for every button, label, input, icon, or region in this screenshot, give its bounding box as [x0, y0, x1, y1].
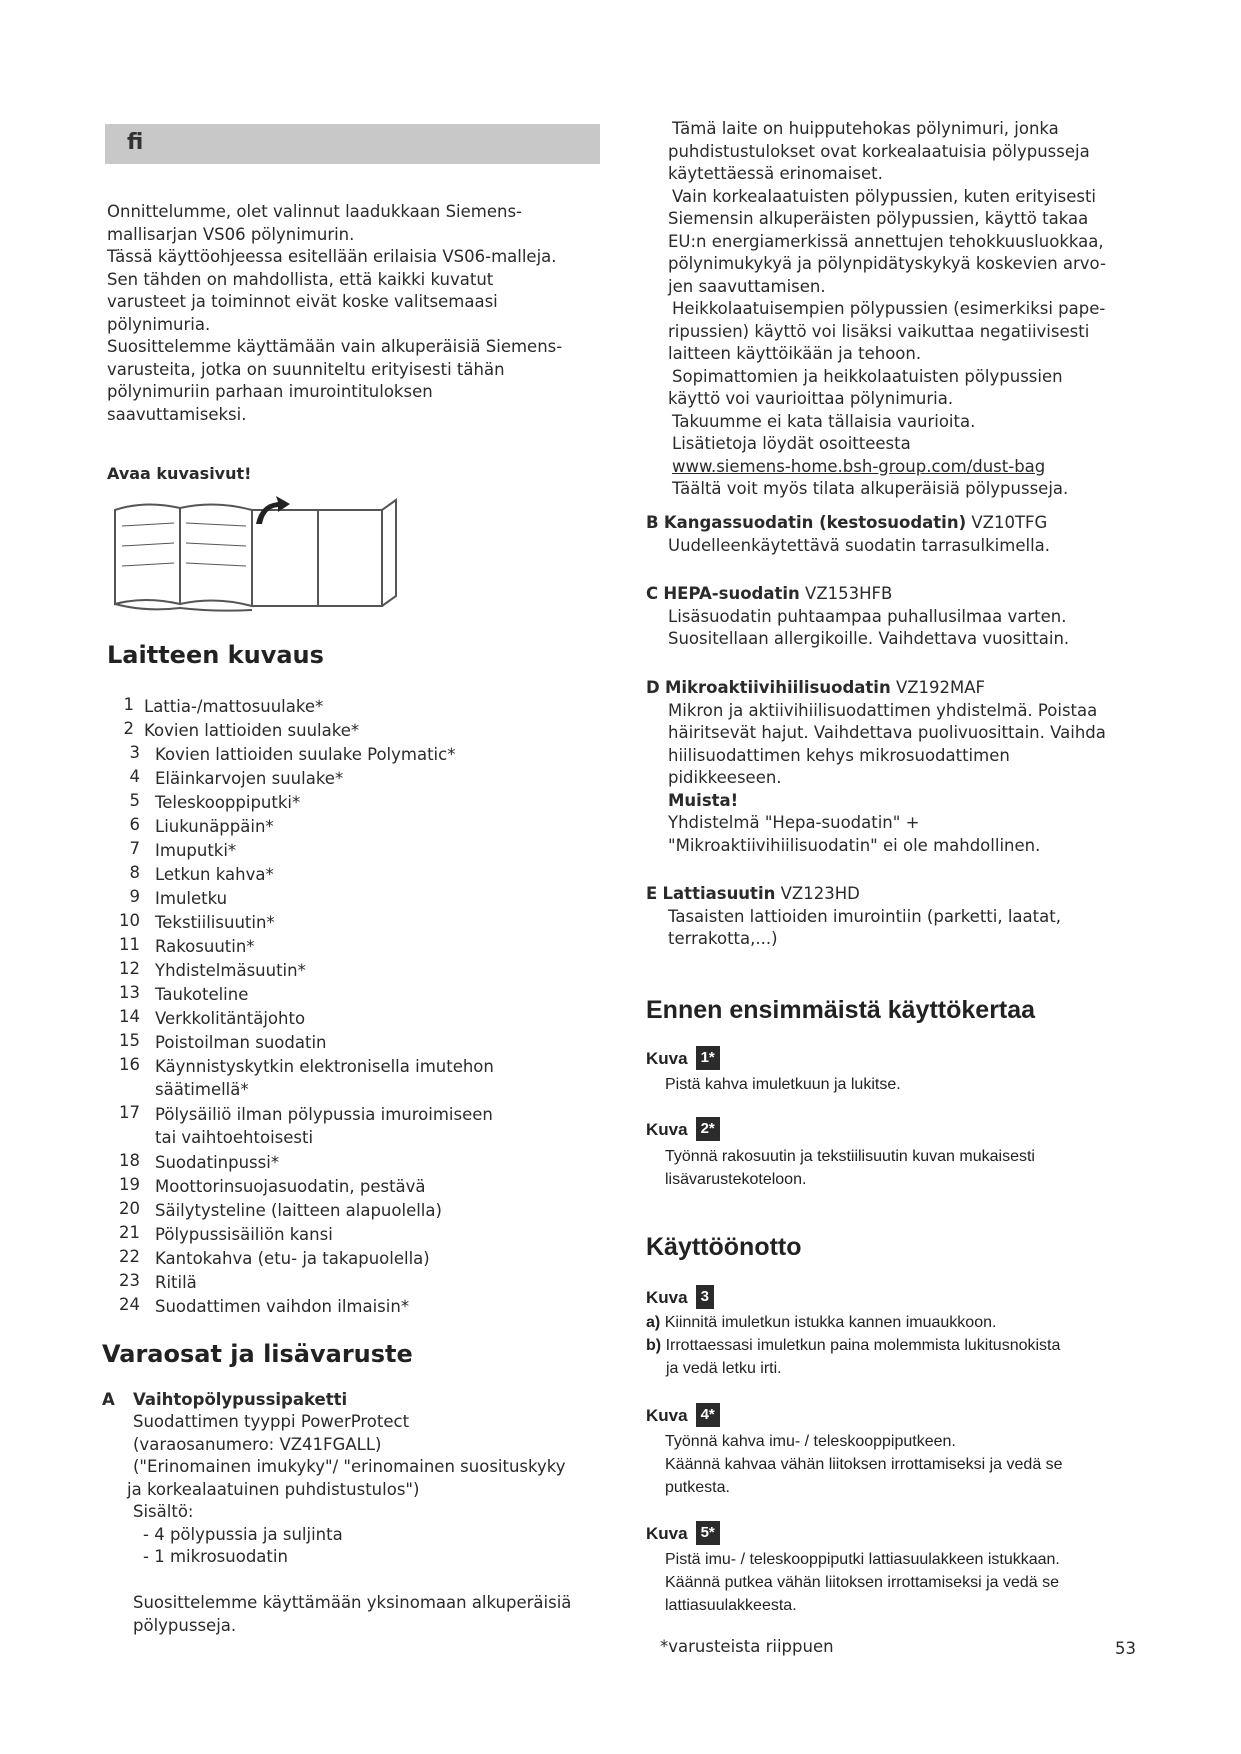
figure-5-label: Kuva 5* [646, 1521, 720, 1545]
spares-title: Varaosat ja lisävaruste [102, 1340, 413, 1368]
page-number: 53 [1115, 1639, 1136, 1658]
figure-4-text: Työnnä kahva imu- / teleskooppiputkeen. Käännä kahvaa vähän liitoksen irrottamiseksi ja vedä se putkesta. [665, 1433, 1063, 1496]
figure-3-text: a) Kiinnitä imuletkun istukka kannen imuaukkoon. b) Irrottaessasi imuletkun paina molemmista lukitusnokista ja vedä letku irti. [646, 1314, 1061, 1377]
filter-d: D Mikroaktiivihiilisuodatin VZ192MAF Mikron ja aktiivihiilisuodattimen yhdistelmä. Poistaa häiritsevät hajut. Vaihdettava puolivuosittain. Vaihda hiilisuodattimen kehys mikrosuodattimen pidikkeeseen. Muista! Yhdistelmä "Hepa-suodatin" + "Mikroaktiivihiilisuodatin" ei ole mahdollinen. [646, 678, 1106, 855]
intro-line: pölynimuria. [107, 314, 211, 334]
list-item: 6 Liukunäppäin* [129, 815, 274, 836]
spares-a-title: Vaihtopölypussipaketti [133, 1390, 348, 1409]
list-item: 18 Suodatinpussi* [119, 1151, 280, 1172]
list-item: 11 Rakosuutin* [119, 935, 255, 956]
figure-4-label: Kuva 4* [646, 1403, 720, 1427]
startup-title: Käyttöönotto [646, 1233, 802, 1261]
dust-bag-link[interactable]: www.siemens-home.bsh-group.com/dust-bag [672, 456, 1046, 476]
first-use-title: Ennen ensimmäistä käyttökertaa [646, 996, 1036, 1024]
list-item: 15 Poistoilman suodatin [119, 1031, 327, 1052]
intro-line: mallisarjan VS06 pölynimurin. [107, 224, 355, 244]
figure-4-badge: 4* [696, 1403, 720, 1427]
list-item: 21 Pölypussisäiliön kansi [119, 1223, 333, 1244]
figure-2-text: Työnnä rakosuutin ja tekstiilisuutin kuvan mukaisesti lisävarustekoteloon. [665, 1148, 1035, 1188]
list-item: 7 Imuputki* [129, 839, 237, 860]
list-item: 22 Kantokahva (etu- ja takapuolella) [119, 1247, 430, 1268]
figure-3-label: Kuva 3 [646, 1285, 714, 1309]
list-item: 23 Ritilä [119, 1271, 197, 1292]
figure-1-text: Pistä kahva imuletkuun ja lukitse. [665, 1076, 901, 1093]
dustbag-info: Tämä laite on huipputehokas pölynimuri, jonka puhdistustulokset ovat korkealaatuisia pölypusseja käytettäessä erinomaiset. Vain korkealaatuisten pölypussien, kuten erityisesti Siemensin alkuperäisten pölypussien, käyttö takaa EU:n energiamerkissä annettujen tehokkuusluokkaa, pölynimukykyä ja pölynpidätyskykyä koskevien arvo- jen saavuttamisen. Heikkolaatuisempien pölypussien (esimerkiksi pape- ripussien) käyttö voi lisäksi vaikuttaa negatiivisesti laitteen käyttöikään ja tehoon. Sopimattomien ja heikkolaatuisten pölypussien käyttö voi vaurioittaa pölynimuria. Takuumme ei kata tällaisia vaurioita. Lisätietoja löydät osoitteesta www.siemens-home.bsh-group.com/dust-bag Täältä voit myös tilata alkuperäisiä pölypusseja. [668, 118, 1148, 501]
list-item: 4 Eläinkarvojen suulake* [129, 767, 344, 788]
list-item: 12 Yhdistelmäsuutin* [119, 959, 306, 980]
list-item: 10 Tekstiilisuutin* [119, 911, 275, 932]
list-item: 8 Letkun kahva* [129, 863, 274, 884]
intro-line: varusteita, jotka on suunniteltu erityisesti tähän [107, 359, 505, 379]
open-pages-note: Avaa kuvasivut! [107, 464, 252, 483]
intro-line: varusteet ja toiminnot eivät koske valitsemaasi [107, 292, 498, 311]
figure-2-label: Kuva 2* [646, 1117, 720, 1141]
figure-1-label: Kuva 1* [646, 1046, 720, 1070]
spares-a-details: Suodattimen tyyppi PowerProtect (varaosanumero: VZ41FGALL) ("Erinomainen imukyky"/ "erinomainen suosituskyky ja korkealaatuinen puhdistustulos") Sisältö: - 4 pölypussia ja suljinta - 1 mikrosuodatin [127, 1412, 566, 1566]
figure-1-badge: 1* [696, 1046, 720, 1070]
figure-5-badge: 5* [696, 1521, 720, 1545]
list-item: 24 Suodattimen vaihdon ilmaisin* [119, 1295, 410, 1316]
spares-a-recommend: Suosittelemme käyttämään yksinomaan alkuperäisiä pölypusseja. [133, 1593, 572, 1635]
language-tag: fi [127, 130, 144, 155]
intro-line: Sen tähden on mahdollista, että kaikki kuvatut [107, 269, 494, 289]
list-item: 2 Kovien lattioiden suulake* [123, 719, 360, 740]
intro-text [107, 201, 607, 426]
list-item: 1 Lattia-/mattosuulake* [123, 695, 324, 716]
list-item: 16 Käynnistyskytkin elektronisella imutehon säätimellä* [119, 1055, 494, 1099]
figure-3-badge: 3 [696, 1285, 714, 1309]
figure-5-text: Pistä imu- / teleskooppiputki lattiasuulakkeen istukkaan. Käännä putkea vähän liitoksen irrottamiseksi ja vedä se lattiasuulakkeesta. [665, 1551, 1060, 1614]
intro-line: saavuttamiseksi. [107, 404, 247, 424]
footnote: *varusteista riippuen [660, 1637, 834, 1656]
list-item: 17 Pölysäiliö ilman pölypussia imuroimiseen tai vaihtoehtoisesti [119, 1103, 493, 1147]
figure-2-badge: 2* [696, 1117, 720, 1141]
description-title: Laitteen kuvaus [107, 641, 324, 669]
intro-line: Suosittelemme käyttämään vain alkuperäisiä Siemens- [107, 337, 563, 356]
list-item: 9 Imuletku [129, 887, 228, 908]
language-bar [105, 124, 600, 164]
intro-line: Tässä käyttöohjeessa esitellään erilaisia VS06-malleja. [107, 247, 557, 266]
filter-b: B Kangassuodatin (kestosuodatin) VZ10TFG Uudelleenkäytettävä suodatin tarrasulkimella. [646, 513, 1051, 555]
list-item: 13 Taukoteline [119, 983, 249, 1004]
intro-line: pölynimuriin parhaan imurointituloksen [107, 382, 433, 401]
intro-line: Onnittelumme, olet valinnut laadukkaan Siemens- [107, 202, 523, 221]
list-item: 3 Kovien lattioiden suulake Polymatic* [129, 743, 456, 764]
list-item: 19 Moottorinsuojasuodatin, pestävä [119, 1175, 426, 1196]
open-book-illustration [110, 496, 410, 618]
component-list [110, 695, 600, 1319]
filter-e: E Lattiasuutin VZ123HD Tasaisten lattioiden imurointiin (parketti, laatat, terrakotta,...) [646, 884, 1061, 948]
list-item: 5 Teleskooppiputki* [129, 791, 301, 812]
list-item: 14 Verkkolitäntäjohto [119, 1007, 306, 1028]
spares-a-letter: A [102, 1390, 115, 1409]
filter-c: C HEPA-suodatin VZ153HFB Lisäsuodatin puhtaampaa puhallusilmaa varten. Suositellaan allergikoille. Vaihdettava vuosittain. [646, 584, 1070, 648]
list-item: 20 Säilytysteline (laitteen alapuolella) [119, 1199, 442, 1220]
